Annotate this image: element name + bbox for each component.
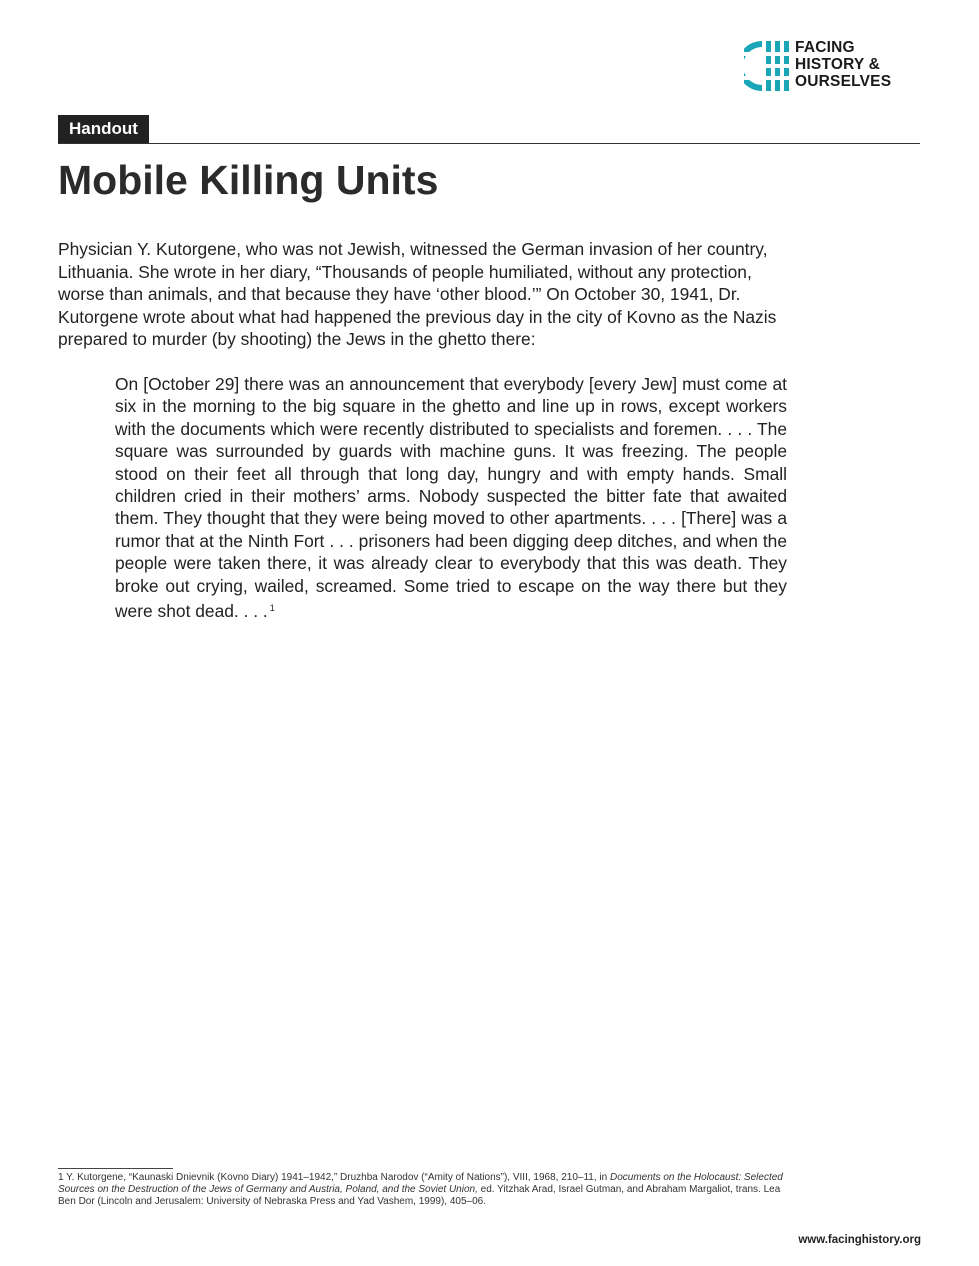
page-title: Mobile Killing Units bbox=[58, 157, 439, 203]
footnote-text-end: ed. Yitzhak Arad, Israel Gutman, and Abraham Margaliot, trans. Lea Ben Dor (Lincoln and Jerusalem: University of Nebraska Press and Yad Vashem, 1999), 405–06. bbox=[58, 1184, 781, 1207]
logo-line-1: FACING bbox=[795, 39, 855, 56]
logo-line-2: HISTORY & bbox=[795, 56, 881, 73]
quote-text: On [October 29] there was an announcement that everybody [every Jew] must come at six in the morning to the big square in the ghetto and line up in rows, except workers with the documents which were recently distributed to specialists and foremen. . . . The square was surrounded by guards with machine guns. It was freezing. The people stood on their feet all through that long day, hungry and with empty hands. Small children cried in their mothers’ arms. Nobody suspected the bitter fate that awaited them. They thought that they were being moved to other apartments. . . . [There] was a rumor that at the Ninth Fort . . . prisoners had been digging deep ditches, and when the people were taken there, it was already clear to everybody that this was death. They broke out crying, wailed, screamed. Some tried to escape on the way there but they were shot dead. . . . bbox=[115, 374, 787, 622]
diary-quote bbox=[115, 373, 787, 622]
footnote-source-title: Documents on the Holocaust: Selected Sources on the Destruction of the Jews of Germany and Austria, Poland, and the Soviet Union, bbox=[58, 1172, 783, 1195]
footnote-ref[interactable]: 1 bbox=[269, 603, 275, 614]
handout-tag: Handout bbox=[58, 115, 149, 143]
intro-paragraph: Physician Y. Kutorgene, who was not Jewish, witnessed the German invasion of her country, Lithuania. She wrote in her diary, “Thousands of people humiliated, without any protection, worse than animals, and that because they have ‘other blood.’” On October 30, 1941, Dr. Kutorgene wrote about what had happened the previous day in the city of Kovno as the Nazis prepared to murder (by shooting) the Jews in the ghetto there: bbox=[58, 239, 777, 349]
facing-history-logo bbox=[744, 38, 924, 96]
logo-line-3: OURSELVES bbox=[795, 73, 892, 90]
footnote-text-start: 1 Y. Kutorgene, “Kaunaski Dnievnik (Kovno Diary) 1941–1942,” Druzhba Narodov (“Amity of Nations”), VIII, 1968, 210–11, in bbox=[58, 1172, 610, 1183]
logo-mark-icon bbox=[744, 38, 790, 94]
footnote-divider bbox=[58, 1168, 173, 1169]
website-link[interactable]: www.facinghistory.org bbox=[798, 1234, 921, 1246]
logo-wordmark bbox=[795, 39, 891, 90]
footnote bbox=[58, 1172, 784, 1208]
header-divider bbox=[58, 143, 920, 144]
